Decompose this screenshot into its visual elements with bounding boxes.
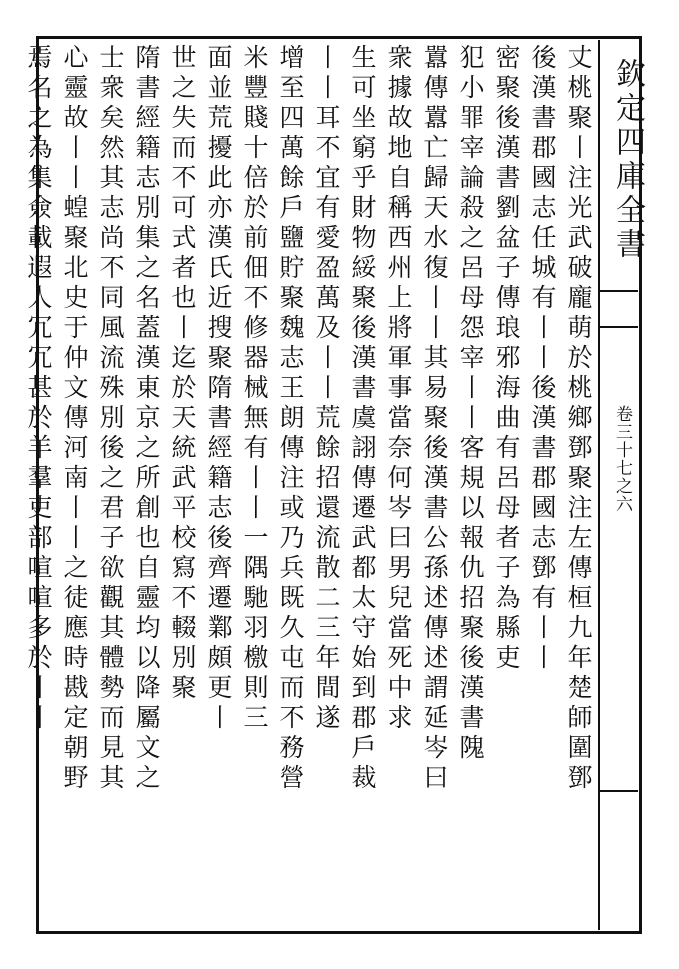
text-column: 丈桃聚丨注光武破龐萌於桃鄉鄧聚注左傳桓九年楚師圍鄧 xyxy=(564,44,593,794)
text-column: 後漢書郡國志任城有丨丨後漢書郡國志鄧有丨丨 xyxy=(528,44,557,674)
text-column: 隋書經籍志別集之名蓋漢東京之所創也自靈均以降屬文之 xyxy=(132,44,161,794)
margin-rule-lower xyxy=(598,790,638,792)
text-column: 衆據故地自稱西州上將軍事當奈何岑曰男兒當死中求 xyxy=(384,44,413,734)
text-column: 生可坐窮乎財物綏聚後漢書虞詡傳遷武都太守始到郡戶裁 xyxy=(348,44,377,794)
text-column: 增至四萬餘戶鹽貯聚魏志王朗傳注或乃兵既久屯而不務營 xyxy=(276,44,305,794)
text-column: 世之失而不可式者也丨迄於天統武平校寫不輟別聚 xyxy=(168,44,197,704)
text-column: 密聚後漢書劉盆子傳琅邪海曲有呂母者子為縣吏 xyxy=(492,44,521,674)
text-column: 囂傳囂亡歸天水復丨丨其易聚後漢書公孫述傳述謂延岑曰 xyxy=(420,44,449,794)
volume-label: 卷三十七之六 xyxy=(612,405,632,513)
text-column: 面並荒擾此亦漢氏近搜聚隋書經籍志後齊遷鄴頗更丨 xyxy=(204,44,233,734)
text-column: 心靈故丨丨蝗聚北史于仲文傳河南丨丨之徒應時戡定朝野 xyxy=(60,44,89,794)
text-column: 丨丨耳不宜有愛盈萬及丨丨荒餘招還流散二三年間遂 xyxy=(312,44,341,734)
text-column: 米豐賤十倍於前佃不修器械無有丨丨一隅馳羽檄則三 xyxy=(240,44,269,734)
text-column: 士衆矣然其志尚不同風流殊別後之君子欲觀其體勢而見其 xyxy=(96,44,125,794)
margin-rule-bottom xyxy=(598,326,638,328)
margin-rule-top xyxy=(598,290,638,292)
text-column: 焉名之為集僉載遐人冗冗甚於羊羣吏部喧喧多於丨丨 xyxy=(24,44,53,734)
book-title: 欽定四庫全書 xyxy=(610,58,645,262)
text-column: 犯小罪宰論殺之呂母怨宰丨丨客規以報仇招聚後漢書隗 xyxy=(456,44,485,764)
